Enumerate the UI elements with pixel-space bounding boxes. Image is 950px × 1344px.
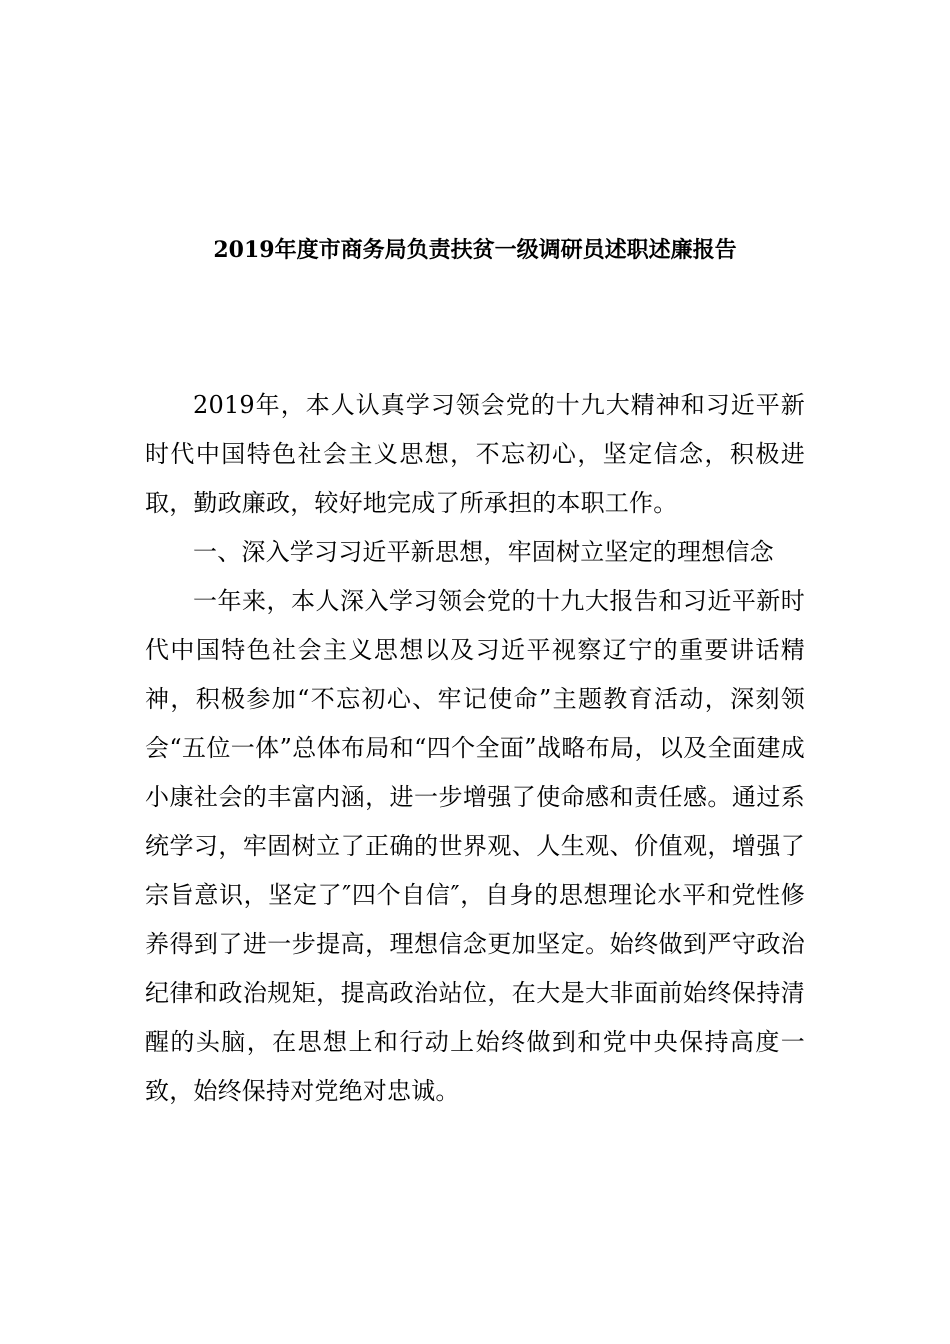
section-heading-1: 一、深入学习习近平新思想，牢固树立坚定的理想信念 <box>193 538 774 566</box>
document-title: 2019年度市商务局负责扶贫一级调研员述职述廉报告 <box>213 237 737 263</box>
document-body <box>145 381 805 1116</box>
intro-paragraph: 2019年，本人认真学习领会党的十九大精神和习近平新时代中国特色社会主义思想，不忘初心，坚定信念，积极进取，勤政廉政，较好地完成了所承担的本职工作。 <box>145 391 805 517</box>
section-1-paragraph: 一年来，本人深入学习领会党的十九大报告和习近平新时代中国特色社会主义思想以及习近平视察辽宁的重要讲话精神，积极参加“不忘初心、牢记使命”主题教育活动，深刻领会“五位一体”总体布局和“四个全面”战略布局，以及全面建成小康社会的丰富内涵，进一步增强了使命感和责任感。通过系统学习，牢固树立了正确的世界观、人生观、价值观，增强了宗旨意识，坚定了″四个自信″，自身的思想理论水平和党性修养得到了进一步提高，理想信念更加坚定。始终做到严守政治纪律和政治规矩，提高政治站位，在大是大非面前始终保持清醒的头脑，在思想上和行动上始终做到和党中央保持高度一致，始终保持对党绝对忠诚。 <box>145 587 805 1105</box>
